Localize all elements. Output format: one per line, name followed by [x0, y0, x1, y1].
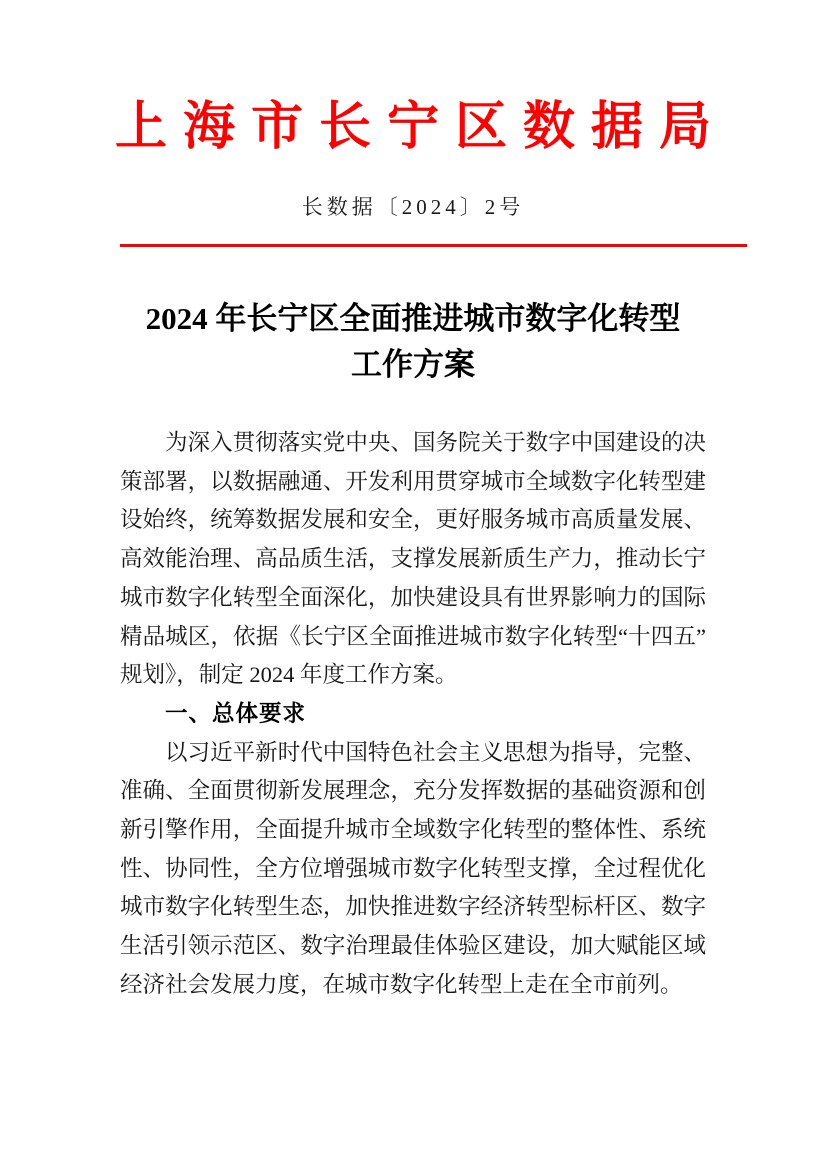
body-line: 策部署，以数据融通、开发利用贯穿城市全域数字化转型建 [120, 468, 706, 494]
body-line: 规划》，制定 2024 年度工作方案。 [120, 662, 458, 688]
document-title-line1: 2024 年长宁区全面推进城市数字化转型 [145, 301, 681, 336]
body-line: 为深入贯彻落实党中央、国务院关于数字中国建设的决 [165, 430, 706, 455]
section-heading: 一、总体要求 [165, 700, 307, 726]
body-line: 城市数字化转型生态，加快推进数字经济转型标杆区、数字 [120, 894, 706, 920]
body-line: 经济社会发展力度，在城市数字化转型上走在全市前列。 [120, 971, 683, 997]
body-line: 性、协同性，全方位增强城市数字化转型支撑，全过程优化 [120, 855, 706, 881]
document-title-line2: 工作方案 [351, 347, 475, 382]
red-separator-line [120, 244, 747, 247]
document-number: 长数据〔2024〕2号 [301, 195, 525, 219]
body-line: 准确、全面贯彻新发展理念，充分发挥数据的基础资源和创 [120, 778, 706, 804]
body-line: 设始终，统筹数据发展和安全，更好服务城市高质量发展、 [120, 507, 706, 533]
body-line: 生活引领示范区、数字治理最佳体验区建设，加大赋能区域 [120, 933, 706, 959]
issuing-org-name: 上海市长宁区数据局 [114, 99, 727, 156]
document-title [60, 296, 766, 388]
body-line: 城市数字化转型全面深化，加快建设具有世界影响力的国际 [120, 584, 706, 610]
body-line: 新引擎作用，全面提升城市全域数字化转型的整体性、系统 [120, 817, 706, 843]
body-line: 以习近平新时代中国特色社会主义思想为指导，完整、 [165, 739, 706, 765]
body-line: 精品城区，依据《长宁区全面推进城市数字化转型“十四五” [120, 623, 706, 649]
body-line: 高效能治理、高品质生活，支撑发展新质生产力，推动长宁 [120, 546, 706, 572]
document-body [120, 424, 706, 1005]
